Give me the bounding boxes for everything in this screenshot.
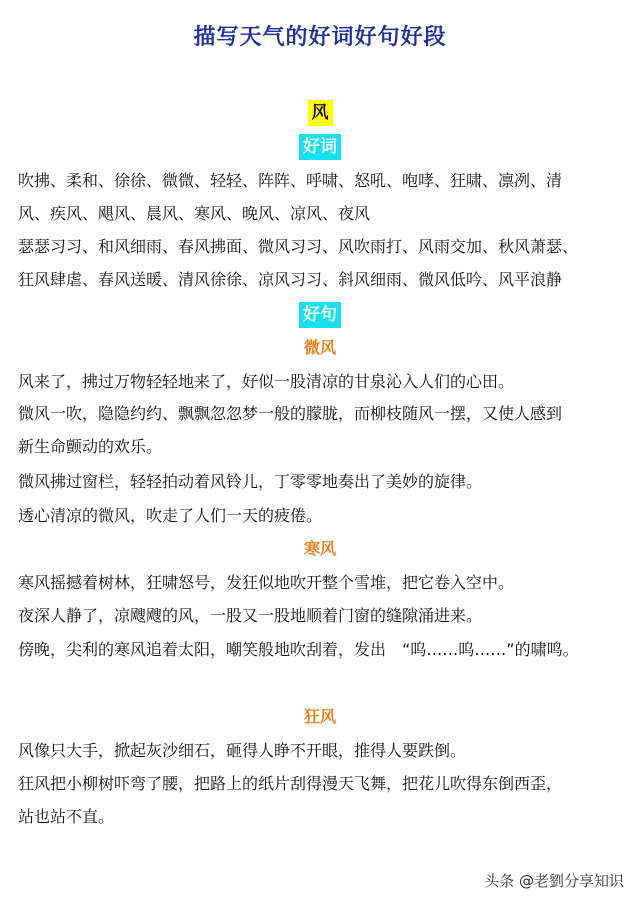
haoju-label-wrap: [0, 302, 640, 328]
haoci-line: 狂风肆虐、春风送暖、清风徐徐、凉风习习、斜风细雨、微风低吟、风平浪静: [18, 270, 563, 289]
page-title: 描写天气的好词好句好段: [193, 25, 447, 50]
kuangfeng-line: 站也站不直。: [18, 807, 115, 826]
weifeng-heading: 微风: [303, 338, 336, 357]
haoci-label-wrap: [0, 134, 640, 160]
weifeng-line: 透心清凉的微风，吹走了人们一天的疲倦。: [18, 506, 323, 525]
kuangfeng-line: 狂风把小柳树吓弯了腰，把路上的纸片刮得漫天飞舞，把花儿吹得东倒西歪，: [18, 774, 563, 793]
weifeng-line: 风来了，拂过万物轻轻地来了，好似一股清凉的甘泉沁入人们的心田。: [18, 372, 515, 391]
weifeng-line: 微风一吹，隐隐约约、飘飘忽忽梦一般的朦胧，而柳枝随风一摆，又使人感到: [18, 404, 563, 423]
kuangfeng-heading: 狂风: [303, 707, 336, 726]
weifeng-line: 新生命颤动的欢乐。: [18, 437, 163, 456]
hanfeng-heading: 寒风: [303, 539, 336, 558]
kuangfeng-line: 风像只大手，掀起灰沙细石，砸得人睁不开眼，推得人要跌倒。: [18, 741, 467, 760]
section-heading-wind-wrap: [0, 100, 640, 126]
hanfeng-heading-wrap: [0, 538, 640, 560]
haoju-label: 好句: [299, 302, 341, 328]
hanfeng-line: 寒风摇撼着树林，狂啸怒号，发狂似地吹开整个雪堆，把它卷入空中。: [18, 573, 515, 592]
kuangfeng-heading-wrap: [0, 706, 640, 728]
haoci-line: 吹拂、柔和、徐徐、微微、轻轻、阵阵、呼啸、怒吼、咆哮、狂啸、凛冽、清: [18, 171, 563, 190]
section-heading-wind: 风: [308, 100, 333, 126]
haoci-line: 风、疾风、飓风、晨风、寒风、晚风、凉风、夜风: [18, 204, 371, 223]
watermark: 头条 @老劉分享知识: [484, 872, 624, 890]
weifeng-heading-wrap: [0, 337, 640, 359]
weifeng-line: 微风拂过窗栏，轻轻拍动着风铃儿，丁零零地奏出了美妙的旋律。: [18, 472, 483, 491]
hanfeng-line: 夜深人静了，凉飕飕的风，一股又一股地顺着门窗的缝隙涌进来。: [18, 606, 483, 625]
hanfeng-line: 傍晚，尖利的寒风追着太阳，嘲笑般地吹刮着，发出 “呜……呜……”的啸鸣。: [18, 640, 579, 659]
haoci-label: 好词: [299, 134, 341, 160]
haoci-line: 瑟瑟习习、和风细雨、春风拂面、微风习习、风吹雨打、风雨交加、秋风萧瑟、: [18, 237, 579, 256]
